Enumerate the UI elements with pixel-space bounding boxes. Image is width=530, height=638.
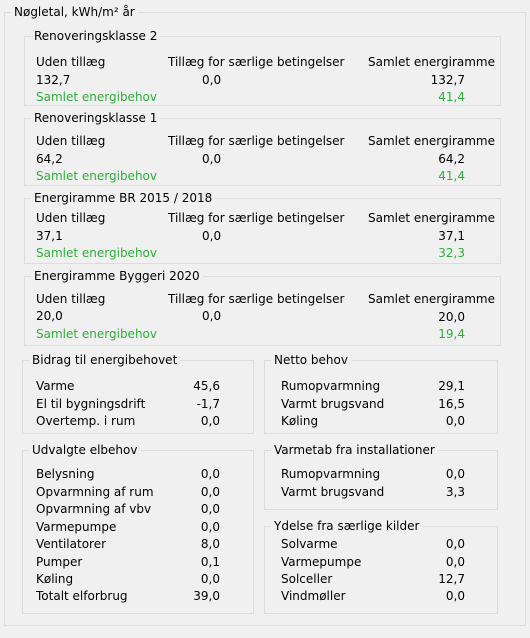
elec-label: Køling [36,572,74,586]
base-value: 20,0 [36,309,63,323]
need-label: Samlet energibehov [36,169,157,183]
col-header-total: Samlet energiramme [368,292,495,306]
special-value: 0,0 [202,229,222,243]
class-caption: Renoveringsklasse 1 [31,111,160,125]
source-label: Solvarme [281,537,338,551]
elec-value: 0,0 [200,467,220,481]
heat-loss-value: 3,3 [445,485,465,499]
col-header-total: Samlet energiramme [368,211,495,225]
net-need-label: Varmt brugsvand [281,397,385,411]
base-value: 132,7 [36,73,71,87]
total-value: 64,2 [438,152,465,166]
elec-label: Belysning [36,467,95,481]
elec-value: 0,0 [200,520,220,534]
total-value: 20,0 [438,310,465,324]
net-need-value: 29,1 [438,379,465,393]
source-label: Varmepumpe [281,555,362,569]
special-value: 0,0 [202,152,222,166]
net-need-value: 16,5 [438,397,465,411]
elec-needs-caption: Udvalgte elbehov [29,443,140,457]
source-label: Vindmøller [281,589,346,603]
col-header-base: Uden tillæg [36,292,106,306]
source-value: 12,7 [438,572,465,586]
contrib-caption: Bidrag til energibehovet [29,353,180,367]
net-need-label: Rumopvarmning [281,379,381,393]
heat-loss-label: Varmt brugsvand [281,485,385,499]
elec-value: 0,0 [200,572,220,586]
elec-value: 8,0 [200,537,220,551]
col-header-total: Samlet energiramme [368,134,495,148]
source-value: 0,0 [445,555,465,569]
need-value: 41,4 [438,90,465,104]
elec-label: Pumper [36,555,83,569]
need-value: 19,4 [438,327,465,341]
elec-label: Ventilatorer [36,537,107,551]
elec-value: 0,0 [200,485,220,499]
col-header-base: Uden tillæg [36,134,106,148]
col-header-base: Uden tillæg [36,211,106,225]
col-header-special: Tillæg for særlige betingelser [168,292,345,306]
class-caption: Renoveringsklasse 2 [31,29,160,43]
total-value: 132,7 [430,73,465,87]
elec-value: 39,0 [193,589,220,603]
heat-loss-value: 0,0 [445,467,465,481]
heat-loss-caption: Varmetab fra installationer [271,443,438,457]
col-header-special: Tillæg for særlige betingelser [168,211,345,225]
net-need-caption: Netto behov [271,353,351,367]
need-value: 32,3 [438,246,465,260]
class-caption: Energiramme BR 2015 / 2018 [31,191,215,205]
class-caption: Energiramme Byggeri 2020 [31,269,203,283]
source-value: 0,0 [445,589,465,603]
key-figures-title: Nøgletal, kWh/m² år [11,5,138,19]
special-sources-caption: Ydelse fra særlige kilder [271,519,422,533]
col-header-special: Tillæg for særlige betingelser [168,134,345,148]
need-label: Samlet energibehov [36,246,157,260]
need-label: Samlet energibehov [36,90,157,104]
contrib-label: Overtemp. i rum [36,414,136,428]
contrib-label: El til bygningsdrift [36,397,146,411]
elec-label: Totalt elforbrug [36,589,128,603]
col-header-total: Samlet energiramme [368,55,495,69]
special-value: 0,0 [202,309,222,323]
net-need-value: 0,0 [445,414,465,428]
elec-value: 0,0 [200,502,220,516]
net-need-label: Køling [281,414,319,428]
need-value: 41,4 [438,169,465,183]
contrib-value: -1,7 [196,397,220,411]
total-value: 37,1 [438,229,465,243]
elec-label: Varmepumpe [36,520,117,534]
source-value: 0,0 [445,537,465,551]
elec-value: 0,1 [200,555,220,569]
col-header-special: Tillæg for særlige betingelser [168,55,345,69]
base-value: 37,1 [36,229,63,243]
col-header-base: Uden tillæg [36,55,106,69]
contrib-value: 45,6 [193,379,220,393]
contrib-value: 0,0 [200,414,220,428]
special-value: 0,0 [202,73,222,87]
elec-label: Opvarmning af vbv [36,502,152,516]
elec-label: Opvarmning af rum [36,485,154,499]
heat-loss-label: Rumopvarmning [281,467,381,481]
source-label: Solceller [281,572,333,586]
contrib-label: Varme [36,379,75,393]
base-value: 64,2 [36,152,63,166]
need-label: Samlet energibehov [36,327,157,341]
